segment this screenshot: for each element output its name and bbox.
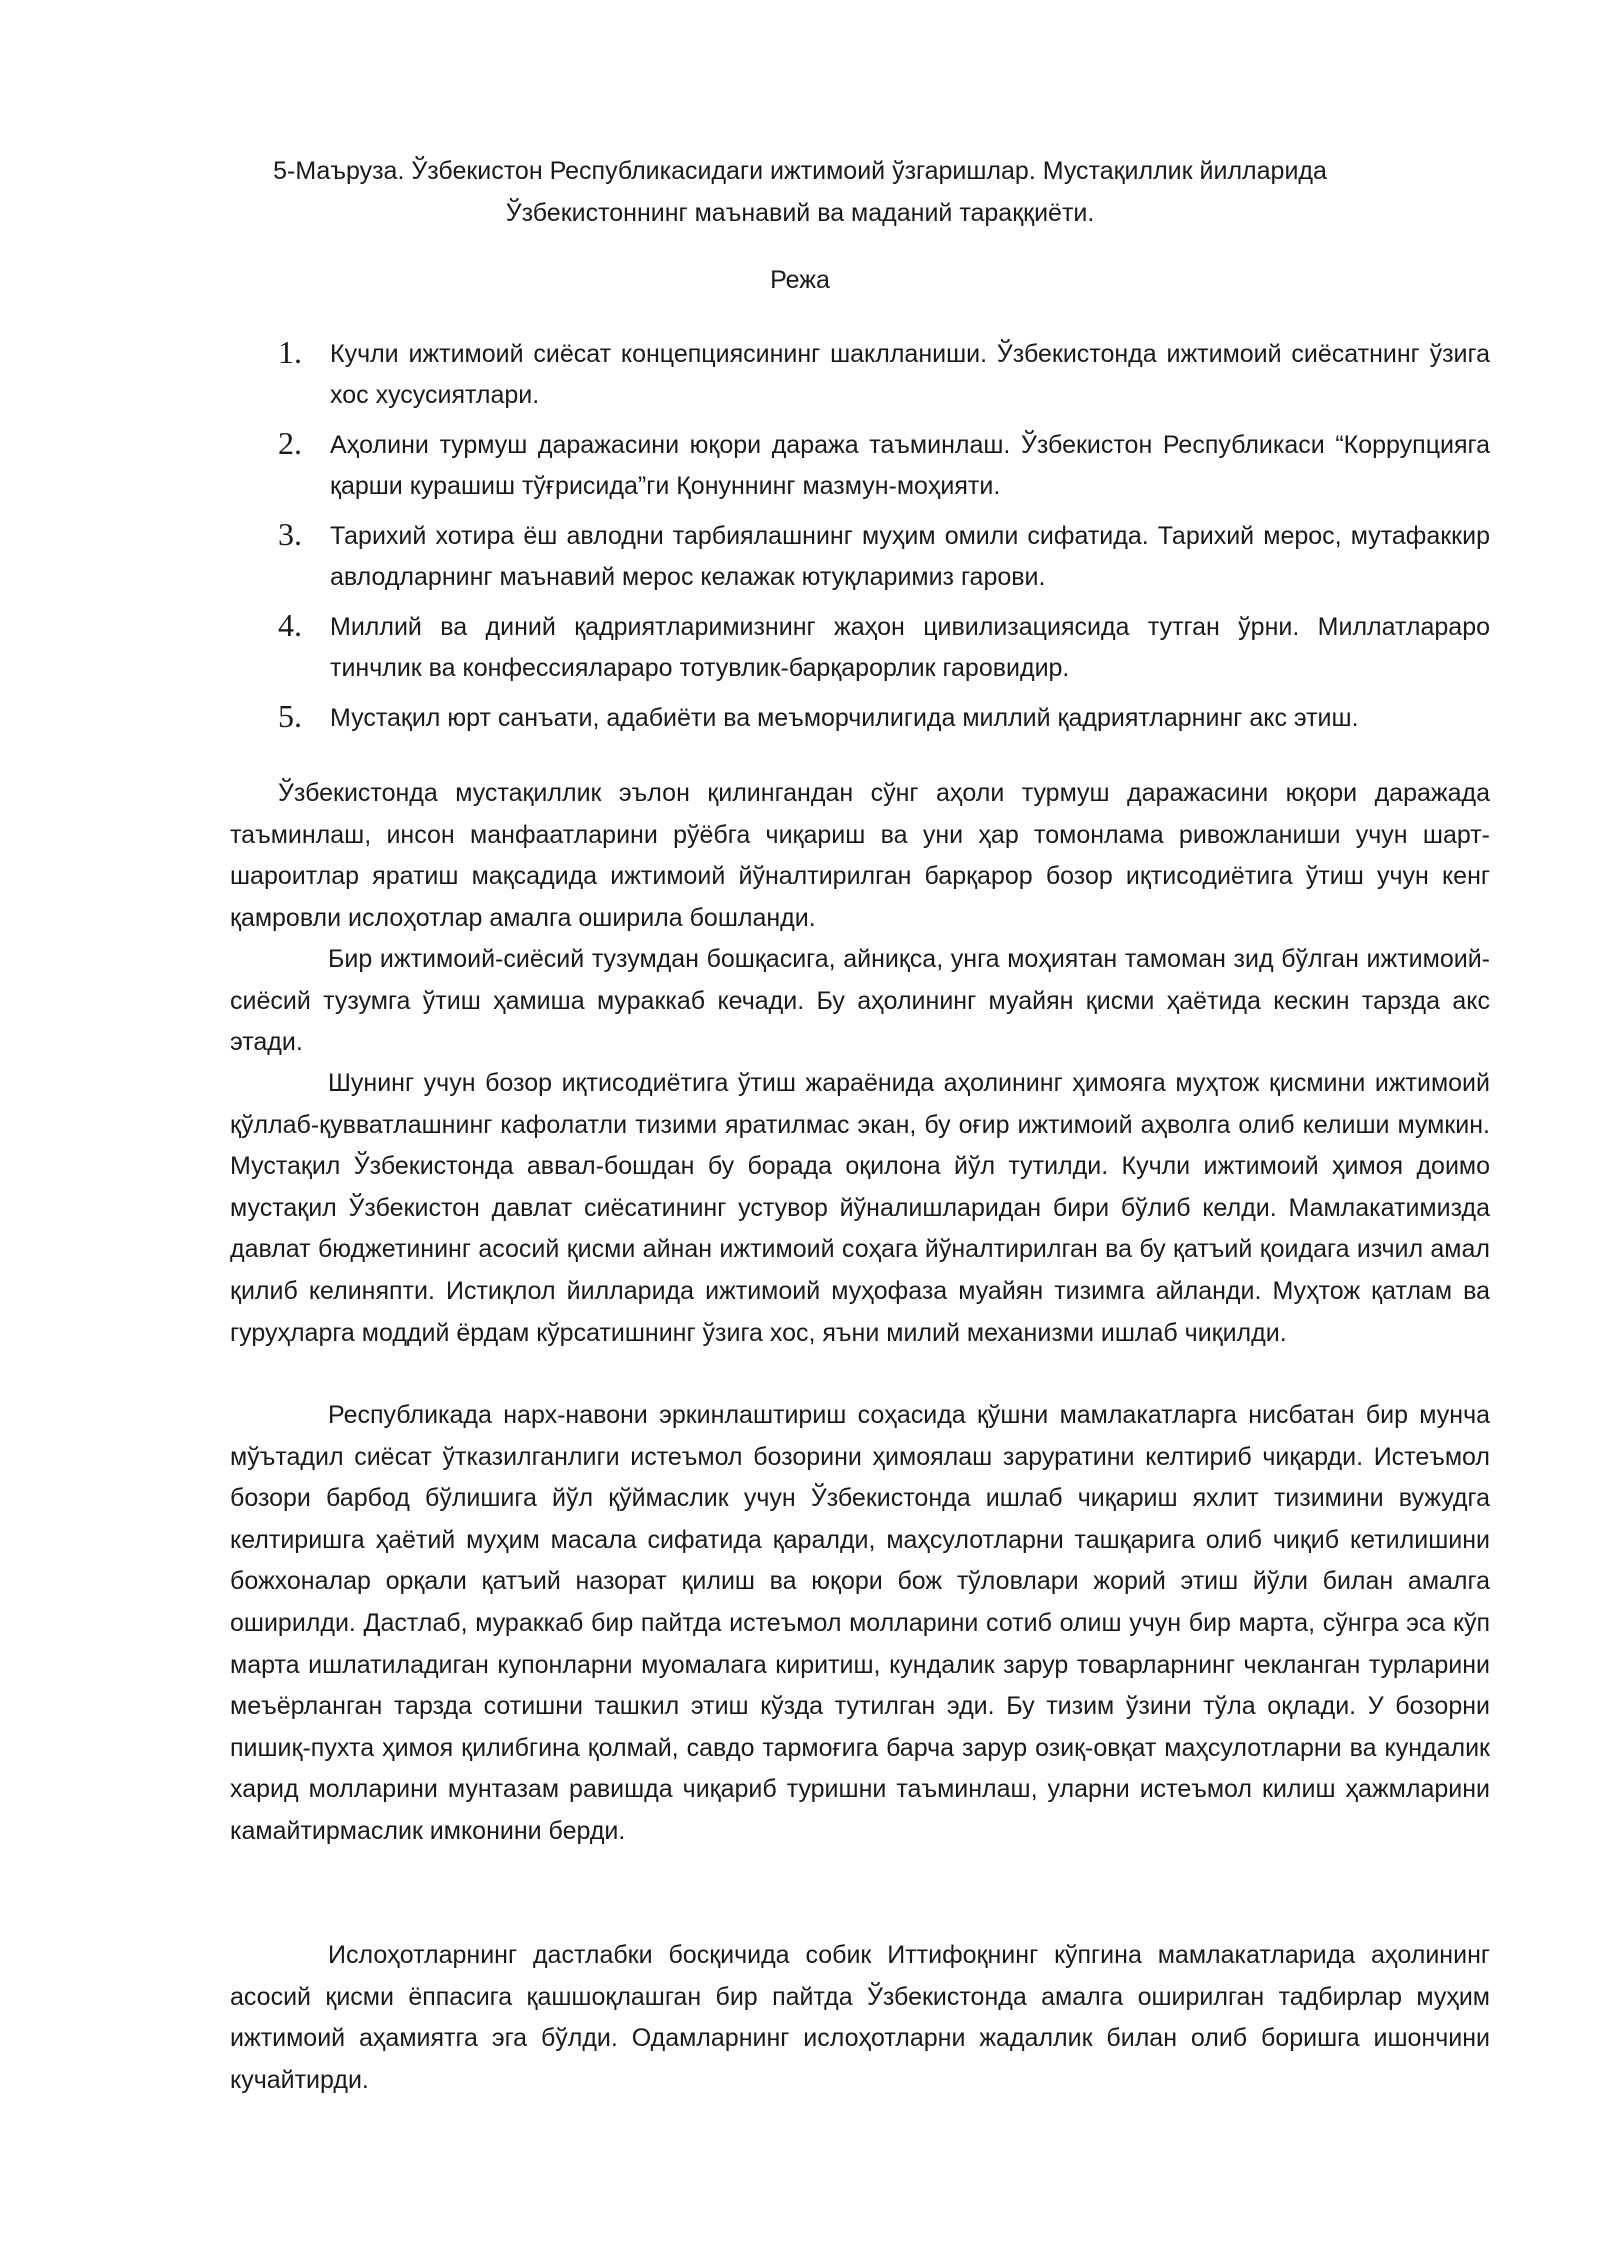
plan-item-text: Мустақил юрт санъати, адабиёти ва меъморчилигида миллий қадриятларнинг акс этиш. bbox=[330, 704, 1359, 732]
plan-item-number: 3. bbox=[278, 516, 302, 552]
body-paragraph: Бир ижтимоий-сиёсий тузумдан бошқасига, айниқса, унга моҳиятан тамоман зид бўлган ижтимоий-сиёсий тузумга ўтиш ҳамиша мураккаб кечади. Бу аҳолининг муайян қисми ҳаётида кескин тарзда акс этади. bbox=[230, 945, 1490, 1057]
plan-item-number: 4. bbox=[278, 607, 302, 643]
plan-item-number: 2. bbox=[278, 425, 302, 461]
plan-item-number: 5. bbox=[278, 698, 302, 734]
body-paragraph: Республикада нарх-навони эркинлаштириш соҳасида қўшни мамлакатларга нисбатан бир мунча мўътадил сиёсат ўтказилганлиги истеъмол бозорини ҳимоялаш заруратини келтириб чиқарди. Истеъмол бозори барбод бўлишига йўл қўймаслик учун Ўзбекистонда ишлаб чиқариш яхлит тизимини вужудга келтиришга ҳаётий муҳим масала сифатида қаралди, маҳсулотларни ташқарига олиб чиқиб кетилишини божхоналар орқали қатъий назорат қилиш ва юқори бож тўловлари жорий этиш йўли билан амалга оширилди. Дастлаб, мураккаб бир пайтда истеъмол молларини сотиб олиш учун бир марта, сўнгра эса кўп марта ишлатиладиган купонларни муомалага киритиш, кундалик зарур товарларнинг чекланган турларини меъёрланган тарзда сотишни ташкил этиш кўзда тутилган эди. Бу тизим ўзини тўла оқлади. У бозорни пишиқ-пухта ҳимоя қилибгина қолмай, савдо тармоғига барча зарур озиқ-овқат маҳсулотларни ва кундалик харид молларини мунтазам равишда чиқариб туришни таъминлаш, уларни истеъмол килиш ҳажмларини камайтирмаслик имконини берди. bbox=[230, 1401, 1490, 1845]
plan-item bbox=[270, 516, 1490, 598]
plan-item-number: 1. bbox=[278, 334, 302, 370]
plan-heading: Режа bbox=[770, 266, 830, 294]
plan-list bbox=[270, 334, 1490, 748]
title-text: 5-Маъруза. Ўзбекистон Республикасидаги ижтимоий ўзгаришлар. Мустақиллик йилларида Ўзбекистоннинг маънавий ва маданий тараққиёти. bbox=[273, 157, 1327, 227]
plan-item bbox=[270, 698, 1490, 739]
plan-item-text: Кучли ижтимоий сиёсат концепциясининг шаклланиши. Ўзбекистонда ижтимоий сиёсатнинг ўзига хос хусусиятлари. bbox=[330, 340, 1490, 409]
body-paragraph: Ўзбекистонда мустақиллик эълон қилингандан сўнг аҳоли турмуш даражасини юқори даражада таъминлаш, инсон манфаатларини рўёбга чиқариш ва уни ҳар томонлама ривожланиши учун шарт-шароитлар яратиш мақсадида ижтимоий йўналтирилган барқарор бозор иқтисодиётига ўтиш учун кенг қамровли ислоҳотлар амалга оширила бошланди. bbox=[230, 779, 1490, 932]
body-paragraph: Ислоҳотларнинг дастлабки босқичида собик Иттифоқнинг кўпгина мамлакатларида аҳолининг асосий қисми ёппасига қашшоқлашган бир пайтда Ўзбекистонда амалга оширилган тадбирлар муҳим ижтимоий аҳамиятга эга бўлди. Одамларнинг ислоҳотларни жадаллик билан олиб боришга ишончини кучайтирди. bbox=[230, 1941, 1490, 2094]
body-paragraph: Шунинг учун бозор иқтисодиётига ўтиш жараёнида аҳолининг ҳимояга муҳтож қисмини ижтимоий қўллаб-қувватлашнинг кафолатли тизими яратилмас экан, бу оғир ижтимоий аҳволга олиб келиши мумкин. Мустақил Ўзбекистонда аввал-бошдан бу борада оқилона йўл тутилди. Кучли ижтимоий ҳимоя доимо мустақил Ўзбекистон давлат сиёсатининг устувор йўналишларидан бири бўлиб келди. Мамлакатимизда давлат бюджетининг асосий қисми айнан ижтимоий соҳага йўналтирилган ва бу қатъий қоидага изчил амал қилиб келиняпти. Истиқлол йилларида ижтимоий муҳофаза муайян тизимга айланди. Муҳтож қатлам ва гуруҳларга моддий ёрдам кўрсатишнинг ўзига хос, яъни милий механизми ишлаб чиқилди. bbox=[230, 1069, 1490, 1347]
plan-item-text: Аҳолини турмуш даражасини юқори даража таъминлаш. Ўзбекистон Республикаси “Коррупцияга қарши курашиш тўғрисида”ги Қонуннинг мазмун-моҳияти. bbox=[330, 431, 1490, 500]
document-title bbox=[230, 150, 1370, 234]
plan-item bbox=[270, 607, 1490, 689]
plan-item bbox=[270, 334, 1490, 416]
plan-item bbox=[270, 425, 1490, 507]
plan-item-text: Тарихий хотира ёш авлодни тарбиялашнинг муҳим омили сифатида. Тарихий мерос, мутафаккир авлодларнинг маънавий мерос келажак ютуқларимиз гарови. bbox=[330, 522, 1490, 591]
plan-item-text: Миллий ва диний қадриятларимизнинг жаҳон цивилизациясида тутган ўрни. Миллатлараро тинчлик ва конфессиялараро тотувлик-барқарорлик гаровидир. bbox=[330, 613, 1490, 682]
